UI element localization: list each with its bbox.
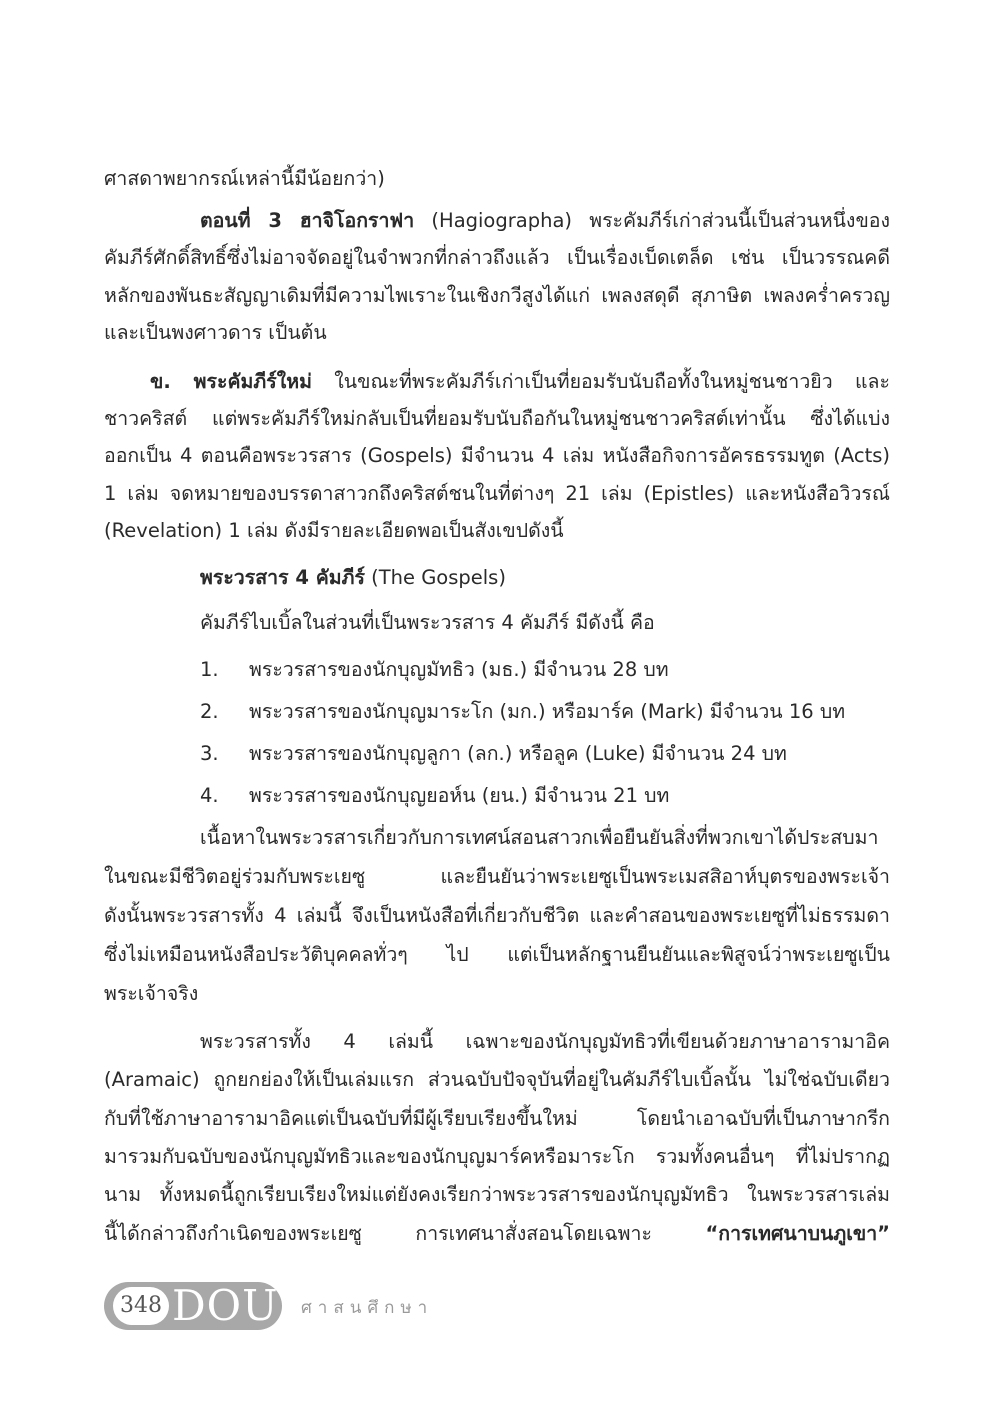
text-line: นาม ทั้งหมดนี้ถูกเรียบเรียงใหม่แต่ยังคงเรียกว่าพระวรสารของนักบุญมัทธิว ในพระวรสารเล่ม [104, 1183, 890, 1206]
list-item-text: พระวรสารของนักบุญยอห์น (ยน.) มีจำนวน 21 บท [249, 784, 670, 807]
text-span: ในขณะที่พระคัมภีร์เก่าเป็นที่ยอมรับนับถือทั้งในหมู่ชนชาวยิว และ [311, 370, 890, 393]
text-line: คัมภีร์ศักดิ์สิทธิ์ซึ่งไม่อาจจัดอยู่ในจำพวกที่กล่าวถึงแล้ว เป็นเรื่องเบ็ดเตล็ด เช่น เป็นวรรณคดี [104, 246, 890, 269]
list-item-number: 1. [200, 658, 219, 681]
gospels-heading-en: (The Gospels) [364, 566, 506, 589]
paragraph-new-testament-first-line [104, 367, 890, 397]
text-span: คัมภีร์ไบเบิ้ลในส่วนที่เป็นพระวรสาร 4 คัมภีร์ มีดังนี้ คือ [200, 611, 655, 634]
dou-logo: DOU [172, 1281, 279, 1330]
text-line: และเป็นพงศาวดาร เป็นต้น [104, 321, 327, 344]
text-line [104, 608, 890, 638]
text-line: กับที่ใช้ภาษาอารามาอิคแต่เป็นฉบับที่มีผู้เรียบเรียงขึ้นใหม่ โดยนำเอาฉบับที่เป็นภาษากรีก [104, 1107, 890, 1130]
list-item-number: 3. [200, 742, 219, 765]
text-line: หลักของพันธะสัญญาเดิมที่มีความไพเราะในเชิงกวีสูงได้แก่ เพลงสดุดี สุภาษิต เพลงคร่ำครวญ [104, 284, 890, 307]
text-span: พระวรสารทั้ง 4 เล่มนี้ เฉพาะของนักบุญมัทธิวที่เขียนด้วยภาษาอารามาอิค [200, 1030, 890, 1053]
section-heading: ข. พระคัมภีร์ใหม่ [150, 370, 312, 393]
text-line [104, 1027, 890, 1057]
list-item-number: 4. [200, 784, 219, 807]
list-item-number: 2. [200, 700, 219, 723]
section-heading: ตอนที่ 3 ฮาจิโอกราฟา [200, 209, 415, 232]
page-number: 348 [113, 1287, 169, 1325]
course-name: ศาสนศึกษา [301, 1298, 434, 1318]
footer-logo-badge [104, 1282, 282, 1330]
list-item-text: พระวรสารของนักบุญมัทธิว (มธ.) มีจำนวน 28 บท [249, 658, 669, 681]
text-line: ในขณะมีชีวิตอยู่ร่วมกับพระเยซู และยืนยันว่าพระเยซูเป็นพระเมสสิอาห์บุตรของพระเจ้า [104, 865, 890, 888]
text-span: (Hagiographa) พระคัมภีร์เก่าส่วนนี้เป็นส่วนหนึ่งของ [414, 209, 891, 232]
text-line: ดังนั้นพระวรสารทั้ง 4 เล่มนี้ จึงเป็นหนังสือที่เกี่ยวกับชีวิต และคำสอนของพระเยซูที่ไม่ธรรมดา [104, 904, 890, 927]
text-line [104, 1219, 890, 1249]
text-line: 1 เล่ม จดหมายของบรรดาสาวกถึงคริสต์ชนในที่ต่างๆ 21 เล่ม (Epistles) และหนังสือวิวรณ์ [104, 482, 890, 505]
text-line [104, 823, 890, 853]
gospels-heading: พระวรสาร 4 คัมภีร์ [200, 566, 365, 589]
text-line: ศาสดาพยากรณ์เหล่านี้มีน้อยกว่า) [104, 167, 385, 190]
list-item-text: พระวรสารของนักบุญลูกา (ลก.) หรือลูค (Luke) มีจำนวน 24 บท [249, 742, 787, 765]
text-line: มารวมกับฉบับของนักบุญมัทธิวและของนักบุญมาร์คหรือมาระโก รวมทั้งคนอื่นๆ ที่ไม่ปรากฏ [104, 1145, 890, 1168]
text-line: (Aramaic) ถูกยกย่องให้เป็นเล่มแรก ส่วนฉบับปัจจุบันที่อยู่ในคัมภีร์ไบเบิ้ลนั้น ไม่ใช่ฉบับเดียว [104, 1068, 890, 1091]
text-line: (Revelation) 1 เล่ม ดังมีรายละเอียดพอเป็นสังเขปดังนี้ [104, 519, 564, 542]
text-line: ชาวคริสต์ แต่พระคัมภีร์ใหม่กลับเป็นที่ยอมรับนับถือกันในหมู่ชนชาวคริสต์เท่านั้น ซึ่งได้แบ่ง [104, 407, 890, 430]
paragraph-hagiographa-first-line [104, 206, 890, 236]
list-item-text: พระวรสารของนักบุญมาระโก (มก.) หรือมาร์ค (Mark) มีจำนวน 16 บท [249, 700, 846, 723]
text-line: ออกเป็น 4 ตอนคือพระวรสาร (Gospels) มีจำนวน 4 เล่ม หนังสือกิจการอัครธรรมทูต (Acts) [104, 444, 890, 467]
bold-phrase: “การเทศนาบนภูเขา” [705, 1222, 890, 1245]
text-line: พระเจ้าจริง [104, 982, 199, 1005]
text-span: นี้ได้กล่าวถึงกำเนิดของพระเยซู การเทศนาสั่งสอนโดยเฉพาะ [104, 1222, 706, 1245]
subsection-heading [104, 563, 890, 593]
text-span: เนื้อหาในพระวรสารเกี่ยวกับการเทศน์สอนสาวกเพื่อยืนยันสิ่งที่พวกเขาได้ประสบมา [200, 826, 879, 849]
text-line: ซึ่งไม่เหมือนหนังสือประวัติบุคคลทั่วๆ ไป แต่เป็นหลักฐานยืนยันและพิสูจน์ว่าพระเยซูเป็น [104, 943, 890, 966]
